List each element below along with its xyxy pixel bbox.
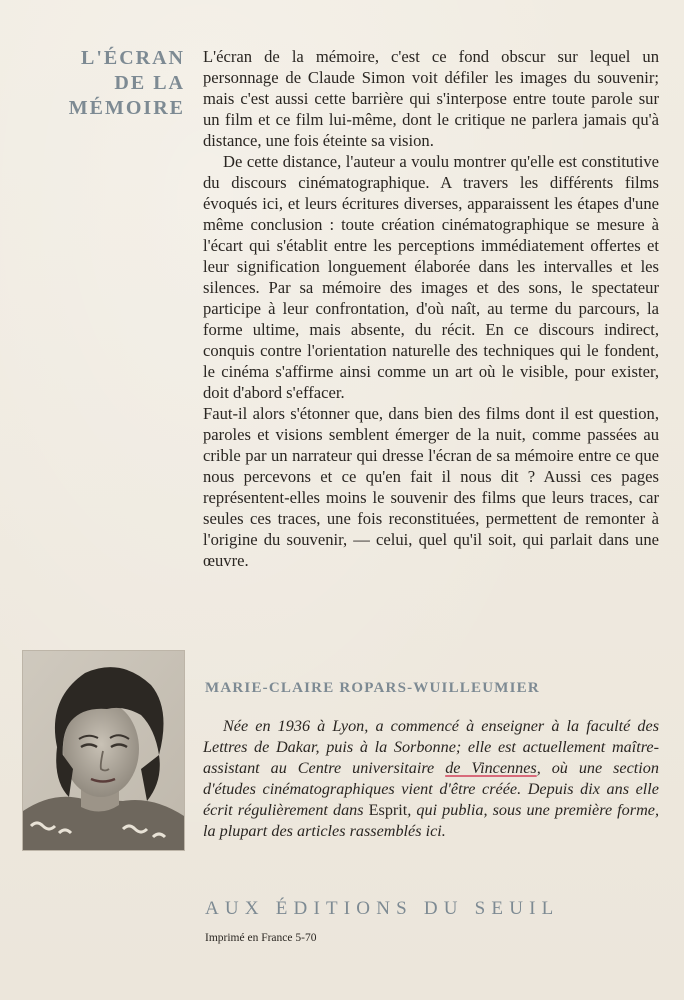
title-line: L'ÉCRAN xyxy=(80,47,185,69)
author-portrait xyxy=(22,650,185,851)
bio-text: , où une section d'études cinématographiques vient d'être créée. Depuis dix ans elle écrit régulièrement dans xyxy=(203,759,659,819)
bio-text: Née en 1936 à Lyon, a commencé à enseigner à la faculté des Lettres de Dakar, puis à la Sorbonne; elle est actuellement maître-assistant au Centre universitaire xyxy=(203,717,659,777)
book-title xyxy=(20,46,185,121)
bio-highlight: de Vincennes xyxy=(445,759,537,777)
title-line: DE LA xyxy=(114,72,185,94)
blurb-text xyxy=(203,46,659,571)
author-portrait-image xyxy=(23,651,184,850)
publisher-name: AUX ÉDITIONS DU SEUIL xyxy=(205,898,560,919)
title-line: MÉMOIRE xyxy=(68,97,185,119)
author-bio xyxy=(203,716,659,842)
author-name: MARIE-CLAIRE ROPARS-WUILLEUMIER xyxy=(205,680,540,696)
bio-text: , qui publia, sous une première forme, la plupart des articles rassemblés ici. xyxy=(203,801,659,840)
printing-note: Imprimé en France 5-70 xyxy=(205,932,317,944)
journal-name: Esprit xyxy=(368,801,408,819)
blurb-paragraph: Faut-il alors s'étonner que, dans bien des films dont il est question, paroles et visions semblent émerger de la nuit, comme passées au crible par un narrateur qui dresse l'écran de sa mémoire entre ce que nous percevons et ce qu'en fait il nous dit ? Aussi ces pages représentent-elles moins le souvenir des films que leurs traces, car seules ces traces, une fois reconstituées, permettent de remonter à l'origine du souvenir, — celui, quel qu'il soit, qui parlait dans une œuvre. xyxy=(203,404,659,570)
blurb-paragraph: De cette distance, l'auteur a voulu montrer qu'elle est constitutive du discours cinématographique. A travers les différents films évoqués ici, et leurs écritures diverses, apparaissent les étapes d'une même conclusion : toute création cinématographique se mesure à l'écart qui s'établit entre les perceptions immédiatement offertes et leur signification longuement élaborée dans les intervalles et les silences. Par sa mémoire des images et des sons, le spectateur participe à leur confrontation, d'où naît, au terme du parcours, la forme ultime, mais absente, du récit. En ce discours indirect, conquis contre l'orientation naturelle des techniques qui le fondent, le cinéma s'affirme ainsi comme un art où le visible, pour exister, doit d'abord s'effacer. xyxy=(203,152,659,402)
blurb-paragraph: L'écran de la mémoire, c'est ce fond obscur sur lequel un personnage de Claude Simon voit défiler les images du souvenir; mais c'est aussi cette barrière qui s'interpose entre toute parole sur un film et ce film lui-même, dont le critique ne parlera jamais qu'à distance, une fois éteinte sa vision. xyxy=(203,47,659,150)
